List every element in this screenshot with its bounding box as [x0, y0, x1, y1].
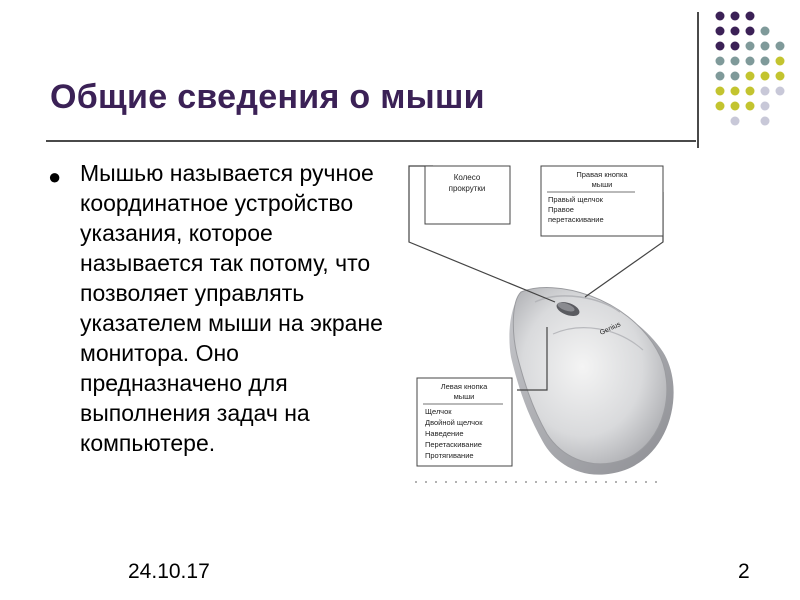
bullet-text: Мышью называется ручное координатное устройство указания, которое называется так потому, что позволяет управлять указателем мыши на экране монитора. Оно предназначено для выполнения задач на компьютере.: [80, 160, 383, 456]
right-button-item: перетаскивание: [548, 215, 604, 224]
bullet-icon: ●: [48, 164, 62, 189]
right-button-title-line1: Правая кнопка: [576, 170, 628, 179]
left-button-item: Щелчок: [425, 407, 452, 416]
left-button-callout: [417, 378, 512, 466]
left-button-item: Наведение: [425, 429, 464, 438]
right-button-callout: [541, 166, 663, 236]
page-number: 2: [738, 560, 750, 583]
slide-title: Общие сведения о мыши: [50, 78, 485, 116]
slide-date: 24.10.17: [128, 560, 210, 583]
right-button-item: Правый щелчок: [548, 195, 603, 204]
left-button-title-line1: Левая кнопка: [440, 382, 488, 391]
left-button-item: Протягивание: [425, 451, 474, 460]
right-button-title-line2: мыши: [591, 180, 613, 189]
mouse-illustration: [509, 288, 673, 475]
svg-text:Genius: Genius: [598, 321, 622, 337]
horizontal-divider: [46, 140, 696, 142]
mouse-diagram: [395, 152, 675, 487]
decorative-dot-grid: [700, 10, 790, 140]
left-button-title-line2: мыши: [453, 392, 475, 401]
left-button-item: Перетаскивание: [425, 440, 482, 449]
scroll-wheel-label-line1: Колесо: [453, 173, 481, 182]
left-button-item: Двойной щелчок: [425, 418, 483, 427]
vertical-divider: [697, 12, 699, 148]
scroll-wheel-callout: [425, 166, 510, 224]
scroll-wheel-label-line2: прокрутки: [448, 184, 486, 193]
right-button-item: Правое: [548, 205, 574, 214]
